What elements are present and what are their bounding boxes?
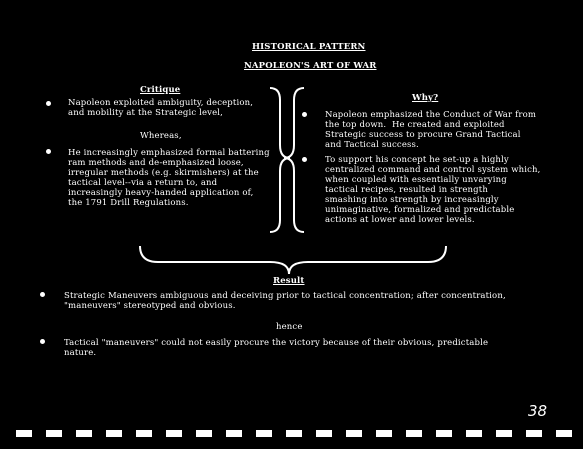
critique-item-2-line-2: ram methods and de-emphasized loose, (68, 158, 244, 168)
perforation (76, 430, 92, 437)
critique-item-1-line-1: Napoleon exploited ambiguity, deception, (68, 98, 254, 108)
bullet-icon (40, 339, 45, 344)
result-connector: hence (276, 322, 303, 332)
why-item-1-line-2: the top down. He created and exploited (325, 120, 505, 130)
critique-item-2-line-1: He increasingly emphasized formal battering (68, 148, 270, 158)
why-item-2-line-3: when coupled with essentially unvarying (325, 175, 507, 185)
why-item-2-line-1: To support his concept he set-up a highly (325, 155, 509, 165)
perforation (46, 430, 62, 437)
perforation (436, 430, 452, 437)
perforation (526, 430, 542, 437)
critique-item-2-line-4: tactical level--via a return to, and (68, 178, 218, 188)
why-item-1-line-4: and Tactical success. (325, 140, 419, 150)
closing-brace (270, 88, 290, 232)
film-strip (0, 430, 583, 442)
result-item-1-line-2: "maneuvers" stereotyped and obvious. (64, 301, 236, 311)
why-item-2-line-2: centralized command and control system which, (325, 165, 541, 175)
critique-item-2-line-6: the 1791 Drill Regulations. (68, 198, 189, 208)
result-item-1-line-1: Strategic Maneuvers ambiguous and deceiving prior to tactical concentration; after concentration, (64, 291, 506, 301)
perforation (136, 430, 152, 437)
why-item-1-line-3: Strategic success to procure Grand Tactical (325, 130, 521, 140)
perforation (496, 430, 512, 437)
perforation (196, 430, 212, 437)
perforation (466, 430, 482, 437)
perforation (226, 430, 242, 437)
perforation (256, 430, 272, 437)
perforation (286, 430, 302, 437)
critique-item-1-line-2: and mobility at the Strategic level, (68, 108, 224, 118)
perforation (166, 430, 182, 437)
perforation (376, 430, 392, 437)
page-number: 38 (528, 402, 548, 420)
critique-connector: Whereas, (140, 131, 182, 141)
why-heading: Why? (412, 93, 439, 103)
perforation (406, 430, 422, 437)
result-heading: Result (273, 276, 305, 286)
why-item-2-line-5: smashing into strength by increasingly (325, 195, 499, 205)
perforation (106, 430, 122, 437)
result-item-2-line-1: Tactical "maneuvers" could not easily procure the victory because of their obvious, predictable (64, 338, 489, 348)
why-item-2-line-4: tactical recipes, resulted in strength (325, 185, 488, 195)
bullet-icon (40, 292, 45, 297)
critique-item-2-line-5: increasingly heavy-handed application of, (68, 188, 254, 198)
result-item-2-line-2: nature. (64, 348, 97, 358)
perforation (556, 430, 572, 437)
perforation (346, 430, 362, 437)
critique-item-2-line-3: irregular methods (e.g. skirmishers) at the (68, 168, 259, 178)
perforation (316, 430, 332, 437)
result-brace (140, 246, 446, 274)
page-subtitle: NAPOLEON'S ART OF WAR (244, 61, 377, 71)
critique-heading: Critique (140, 85, 181, 95)
why-item-1-line-1: Napoleon emphasized the Conduct of War from (325, 110, 537, 120)
why-item-2-line-7: actions at lower and lower levels. (325, 215, 475, 225)
opening-brace (284, 88, 304, 232)
perforation (16, 430, 32, 437)
why-item-2-line-6: unimaginative, formalized and predictable (325, 205, 515, 215)
page-title: HISTORICAL PATTERN (252, 42, 366, 52)
